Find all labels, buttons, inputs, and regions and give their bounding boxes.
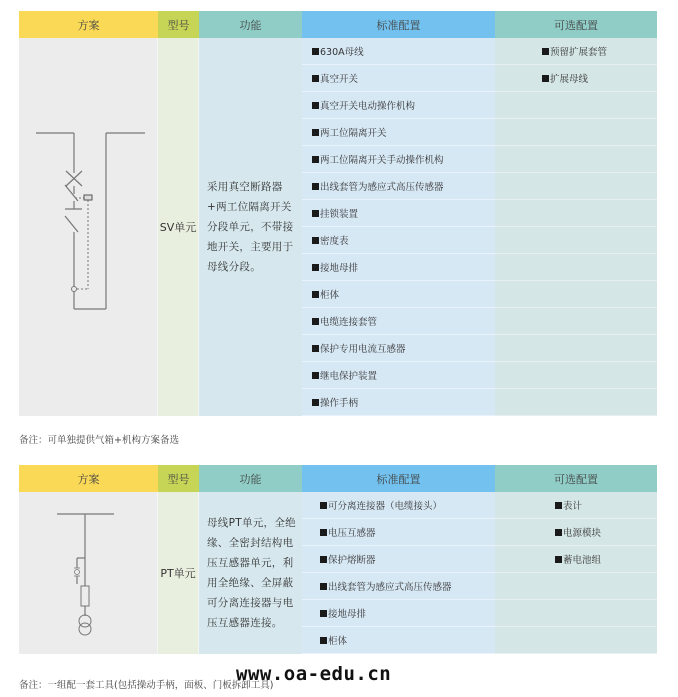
header-optional-config: 可选配置 (495, 11, 657, 38)
empty-row (495, 308, 657, 335)
list-item: 柜体 (302, 627, 495, 654)
list-item: 扩展母线 (495, 65, 657, 92)
bullet-square-icon (320, 610, 327, 617)
bullet-square-icon (312, 129, 319, 136)
list-item: 接地母排 (302, 600, 495, 627)
pt-optional-config-list (495, 492, 657, 654)
bullet-square-icon (312, 237, 319, 244)
pt-schematic-icon (19, 492, 158, 654)
bullet-square-icon (320, 529, 327, 536)
empty-row (495, 146, 657, 173)
empty-row (495, 362, 657, 389)
bullet-square-icon (555, 502, 562, 509)
bullet-square-icon (542, 75, 549, 82)
list-item: 保护专用电流互感器 (302, 335, 495, 362)
list-item: 操作手柄 (302, 389, 495, 416)
empty-row (495, 200, 657, 227)
header-model: 型号 (158, 11, 199, 38)
header-optional-config: 可选配置 (495, 465, 657, 492)
bullet-square-icon (312, 75, 319, 82)
list-item: 柜体 (302, 281, 495, 308)
bullet-square-icon (320, 583, 327, 590)
bullet-square-icon (312, 156, 319, 163)
pt-note: 备注：一组配一套工具(包括操动手柄，面板、门板拆卸工具) (19, 680, 274, 691)
header-scheme: 方案 (19, 11, 158, 38)
list-item: 两工位隔离开关手动操作机构 (302, 146, 495, 173)
bullet-square-icon (312, 48, 319, 55)
header-standard-config: 标准配置 (302, 11, 495, 38)
header-scheme: 方案 (19, 465, 158, 492)
sv-note: 备注：可单独提供气箱+机构方案备选 (19, 435, 179, 446)
empty-row (495, 600, 657, 627)
list-item: 电压互感器 (302, 519, 495, 546)
bullet-square-icon (312, 345, 319, 352)
empty-row (495, 254, 657, 281)
bullet-square-icon (312, 291, 319, 298)
pt-model-cell: PT单元 (158, 492, 199, 654)
empty-row (495, 227, 657, 254)
empty-row (495, 389, 657, 416)
list-item: 出线套管为感应式高压传感器 (302, 573, 495, 600)
list-item: 密度表 (302, 227, 495, 254)
list-item: 保护熔断器 (302, 546, 495, 573)
empty-row (495, 119, 657, 146)
list-item: 接地母排 (302, 254, 495, 281)
header-model: 型号 (158, 465, 199, 492)
list-item: 继电保护装置 (302, 362, 495, 389)
empty-row (495, 573, 657, 600)
list-item: 出线套管为感应式高压传感器 (302, 173, 495, 200)
list-item: 630A母线 (302, 38, 495, 65)
bullet-square-icon (312, 318, 319, 325)
pt-wiring-diagram (19, 492, 158, 654)
list-item: 蓄电池组 (495, 546, 657, 573)
sv-optional-config-list (495, 38, 657, 416)
sv-model-cell: SV单元 (158, 38, 199, 416)
list-item: 真空开关电动操作机构 (302, 92, 495, 119)
pt-standard-config-list (302, 492, 495, 654)
list-item: 表计 (495, 492, 657, 519)
bullet-square-icon (542, 48, 549, 55)
header-standard-config: 标准配置 (302, 465, 495, 492)
bullet-square-icon (312, 183, 319, 190)
empty-row (495, 281, 657, 308)
empty-row (495, 92, 657, 119)
bullet-square-icon (320, 556, 327, 563)
pt-unit-table (19, 465, 657, 654)
bullet-square-icon (555, 529, 562, 536)
bullet-square-icon (320, 502, 327, 509)
list-item: 电源模块 (495, 519, 657, 546)
bullet-square-icon (312, 264, 319, 271)
pt-function-cell: 母线PT单元，全绝缘、全密封结构电压互感器单元，利用全绝缘、全屏蔽可分离连接器与电压互感器连接。 (199, 492, 302, 654)
bullet-square-icon (312, 399, 319, 406)
sv-standard-config-list (302, 38, 495, 416)
watermark: www.oa-edu.cn (236, 663, 392, 685)
list-item: 两工位隔离开关 (302, 119, 495, 146)
empty-row (495, 335, 657, 362)
list-item: 预留扩展套管 (495, 38, 657, 65)
sv-schematic-icon (19, 38, 158, 416)
sv-function-cell: 采用真空断路器+两工位隔离开关分段单元，不带接地开关，主要用于母线分段。 (199, 38, 302, 416)
list-item: 挂锁装置 (302, 200, 495, 227)
sv-unit-table (19, 11, 657, 416)
empty-row (495, 627, 657, 654)
bullet-square-icon (312, 372, 319, 379)
list-item: 真空开关 (302, 65, 495, 92)
bullet-square-icon (320, 637, 327, 644)
header-function: 功能 (199, 11, 302, 38)
list-item: 电缆连接套管 (302, 308, 495, 335)
empty-row (495, 173, 657, 200)
list-item: 可分离连接器（电缆接头） (302, 492, 495, 519)
sv-wiring-diagram (19, 38, 158, 416)
bullet-square-icon (312, 102, 319, 109)
bullet-square-icon (312, 210, 319, 217)
header-function: 功能 (199, 465, 302, 492)
bullet-square-icon (555, 556, 562, 563)
